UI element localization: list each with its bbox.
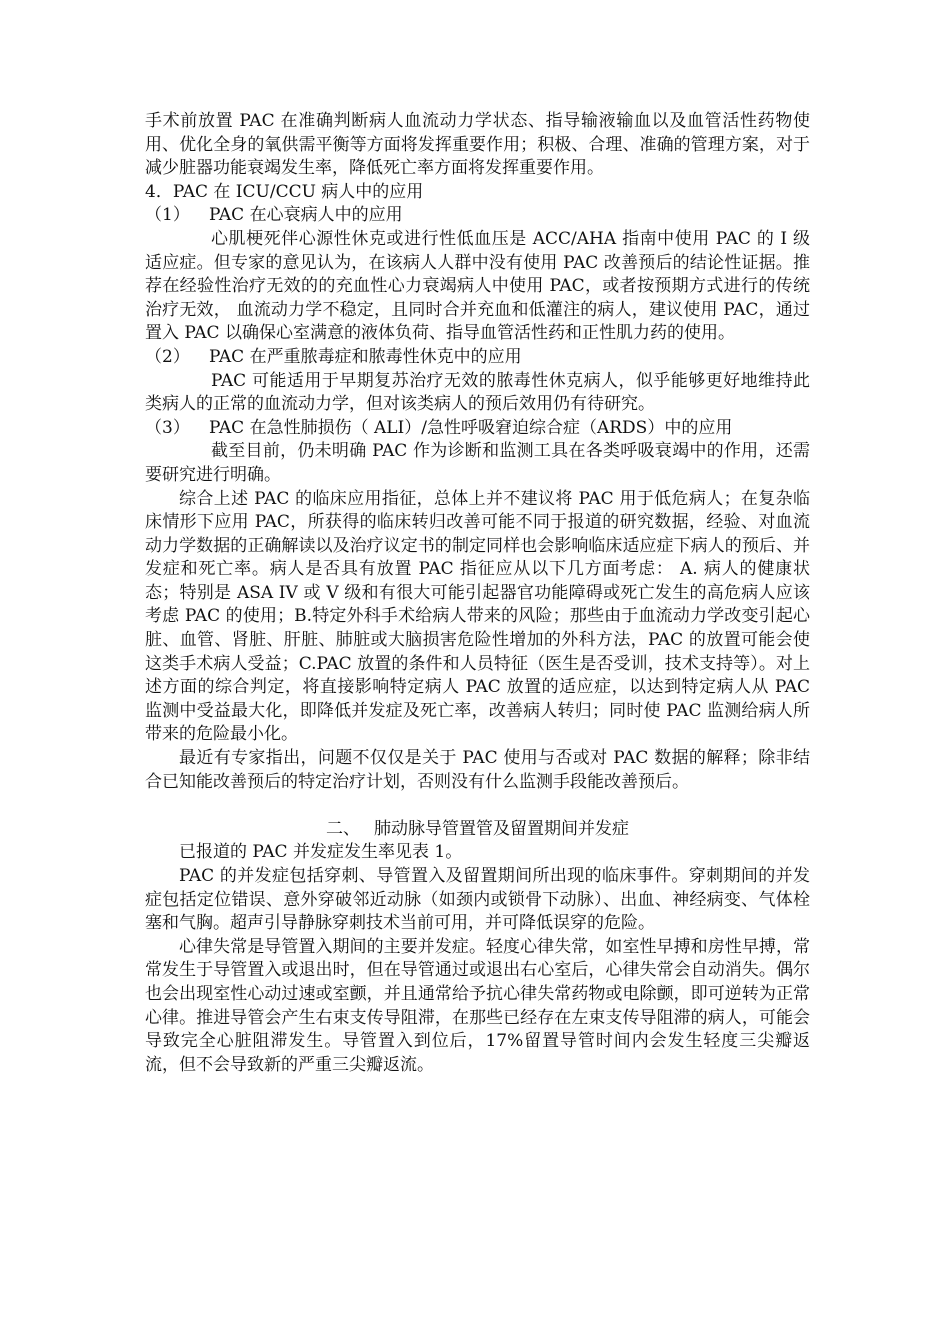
subsection-1-body: 心肌梗死伴心源性休克或进行性低血压是 ACC/AHA 指南中使用 PAC 的 I 级适应症。但专家的意见认为，在该病人人群中没有使用 PAC 改善预后的结论性证据。推荐在经验性治疗无效的的充血性心力衰竭病人中使用 PAC，或者按预期方式进行的传统治疗无效， 血流动力学不稳定，且同时合并充血和低灌注的病人，建议使用 PAC，通过置入 PAC 以确保心室满意的液体负荷、指导血管活性药和正性肌力药的使用。 xyxy=(145,228,810,344)
subsection-1-number: （1） xyxy=(145,205,190,226)
subsection-3-body: 截至目前，仍未明确 PAC 作为诊断和监测工具在各类呼吸衰竭中的作用，还需要研究进行明确。 xyxy=(145,441,810,485)
subsection-2-body: PAC 可能适用于早期复苏治疗无效的脓毒性休克病人，似乎能够更好地维持此类病人的正常的血流动力学，但对该类病人的预后效用仍有待研究。 xyxy=(145,370,810,415)
section-2-title: 二、 肺动脉导管置管及留置期间并发症 xyxy=(326,818,629,839)
arrhythmia-paragraph: 心律失常是导管置入期间的主要并发症。轻度心律失常，如室性早搏和房性早搏，常常发生于导管置入或退出时，但在导管通过或退出右心室后，心律失常会自动消失。偶尔也会出现室性心动过速或室颤，并且通常给予抗心律失常药物或电除颤，即可逆转为正常心律。推进导管会产生右束支传导阻滞，在那些已经存在左束支传导阻滞的病人，可能会导致完全心脏阻滞发生。导管置入到位后，17%留置导管时间内会发生轻度三尖瓣返流，但不会导致新的严重三尖瓣返流。 xyxy=(145,936,810,1075)
subsection-3-number: （3） xyxy=(145,417,190,438)
heading-4: 4．PAC 在 ICU/CCU 病人中的应用 xyxy=(145,181,424,202)
document-page xyxy=(145,110,810,1077)
subsection-1-heading xyxy=(145,204,810,228)
summary-paragraph: 综合上述 PAC 的临床应用指征，总体上并不建议将 PAC 用于低危病人；在复杂临床情形下应用 PAC，所获得的临床转归改善可能不同于报道的研究数据，经验、对血流动力学数据的正确解读以及治疗议定书的制定同样也会影响临床适应症下病人的预后、并发症和死亡率。病人是否具有放置 PAC 指征应从以下几方面考虑： A. 病人的健康状态；特别是 ASA IV 或 V 级和有很大可能引起器官功能障碍或死亡发生的高危病人应该考虑 PAC 的使用；B.特定外科手术给病人带来的风险；那些由于血流动力学改变引起心脏、血管、肾脏、肝脏、肺脏或大脑损害危险性增加的外科方法，PAC 的放置可能会使这类手术病人受益；C.PAC 放置的条件和人员特征（医生是否受训，技术支持等）。对上述方面的综合判定，将直接影响特定病人 PAC 放置的适应症，以达到特定病人从 PAC 监测中受益最大化，即降低并发症及死亡率，改善病人转归；同时使 PAC 监测给病人所带来的危险最小化。 xyxy=(145,488,810,745)
complications-paragraph: PAC 的并发症包括穿刺、导管置入及留置期间所出现的临床事件。穿刺期间的并发症包括定位错误、意外穿破邻近动脉（如颈内或锁骨下动脉）、出血、神经病变、气体栓塞和气胸。超声引导静脉穿刺技术当前可用，并可降低误穿的危险。 xyxy=(145,866,810,934)
complication-rate-paragraph: 已报道的 PAC 并发症发生率见表 1。 xyxy=(179,842,463,863)
intro-paragraph: 手术前放置 PAC 在准确判断病人血流动力学状态、指导输液输血以及血管活性药物使用、优化全身的氧供需平衡等方面将发挥重要作用；积极、合理、准确的管理方案，对于减少脏器功能衰竭发生率，降低死亡率方面将发挥重要作用。 xyxy=(145,111,810,179)
subsection-3-title: PAC 在急性肺损伤（ ALI）/急性呼吸窘迫综合症（ARDS）中的应用 xyxy=(209,417,733,438)
subsection-3-heading xyxy=(145,417,810,441)
expert-paragraph: 最近有专家指出，问题不仅仅是关于 PAC 使用与否或对 PAC 数据的解释；除非结合已知能改善预后的特定治疗计划，否则没有什么监测手段能改善预后。 xyxy=(145,748,810,792)
subsection-2-number: （2） xyxy=(145,346,190,367)
subsection-1-title: PAC 在心衰病人中的应用 xyxy=(209,205,403,226)
subsection-2-title: PAC 在严重脓毒症和脓毒性休克中的应用 xyxy=(209,346,522,367)
subsection-2-heading xyxy=(145,346,810,370)
